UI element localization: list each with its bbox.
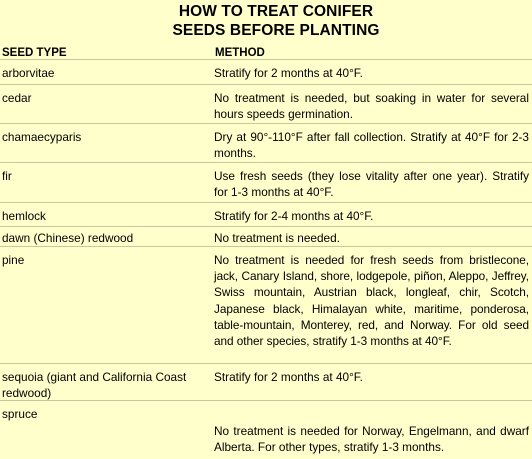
- table-row: [0, 246, 532, 363]
- table-row: [0, 226, 532, 246]
- method-cell: Stratify for 2-4 months at 40°F.: [214, 209, 374, 223]
- method-cell: Stratify for 2 months at 40°F.: [214, 66, 363, 80]
- table-row: [0, 84, 532, 123]
- table-body: [0, 59, 532, 458]
- method-cell: Stratify for 2 months at 40°F.: [214, 370, 363, 384]
- table-row: [0, 162, 532, 202]
- seed-type-cell: chamaecyparis: [2, 130, 82, 144]
- seed-type-cell: spruce: [2, 407, 38, 421]
- method-cell: No treatment is needed for Norway, Engelmann, and dwarf Alberta. For other types, stratify 1-3 months.: [214, 424, 529, 455]
- seed-type-cell: arborvitae: [2, 66, 55, 80]
- seed-type-cell: hemlock: [2, 209, 46, 223]
- seed-type-cell: pine: [2, 253, 25, 267]
- table-row: [0, 202, 532, 226]
- table-row: [0, 59, 532, 84]
- method-cell: Use fresh seeds (they lose vitality after one year). Stratify for 1-3 months at 40°F.: [214, 169, 529, 200]
- seed-type-cell: cedar: [2, 91, 32, 105]
- method-cell: No treatment is needed, but soaking in water for several hours speeds germination.: [214, 91, 529, 122]
- seed-type-cell: sequoia (giant and California Coast redwood): [2, 370, 187, 401]
- method-cell: No treatment is needed for fresh seeds from bristlecone, jack, Canary Island, shore, lodgepole, piñon, Aleppo, Jeffrey, Swiss mountain, Austrian black, longleaf, chir, Scotch, Japanese black, Himalayan white, maritime, ponderosa, table-mountain, Monterey, red, and Norway. For old seed and other species, stratify 1-3 months at 40°F.: [214, 253, 529, 349]
- title-line-1: HOW TO TREAT CONIFER: [178, 3, 374, 20]
- method-cell: Dry at 90°-110°F after fall collection. Stratify at 40°F for 2-3 months.: [214, 130, 529, 161]
- page-title: [20, 0, 532, 40]
- table-row: [0, 123, 532, 162]
- table-row: [0, 400, 532, 458]
- column-header-method: METHOD: [215, 47, 265, 59]
- seed-type-cell: dawn (Chinese) redwood: [2, 231, 134, 245]
- column-header-seed-type: SEED TYPE: [2, 47, 67, 59]
- title-line-2: SEEDS BEFORE PLANTING: [172, 22, 380, 39]
- seed-type-cell: fir: [2, 169, 12, 183]
- method-cell: No treatment is needed.: [214, 231, 340, 245]
- table-row: [0, 363, 532, 400]
